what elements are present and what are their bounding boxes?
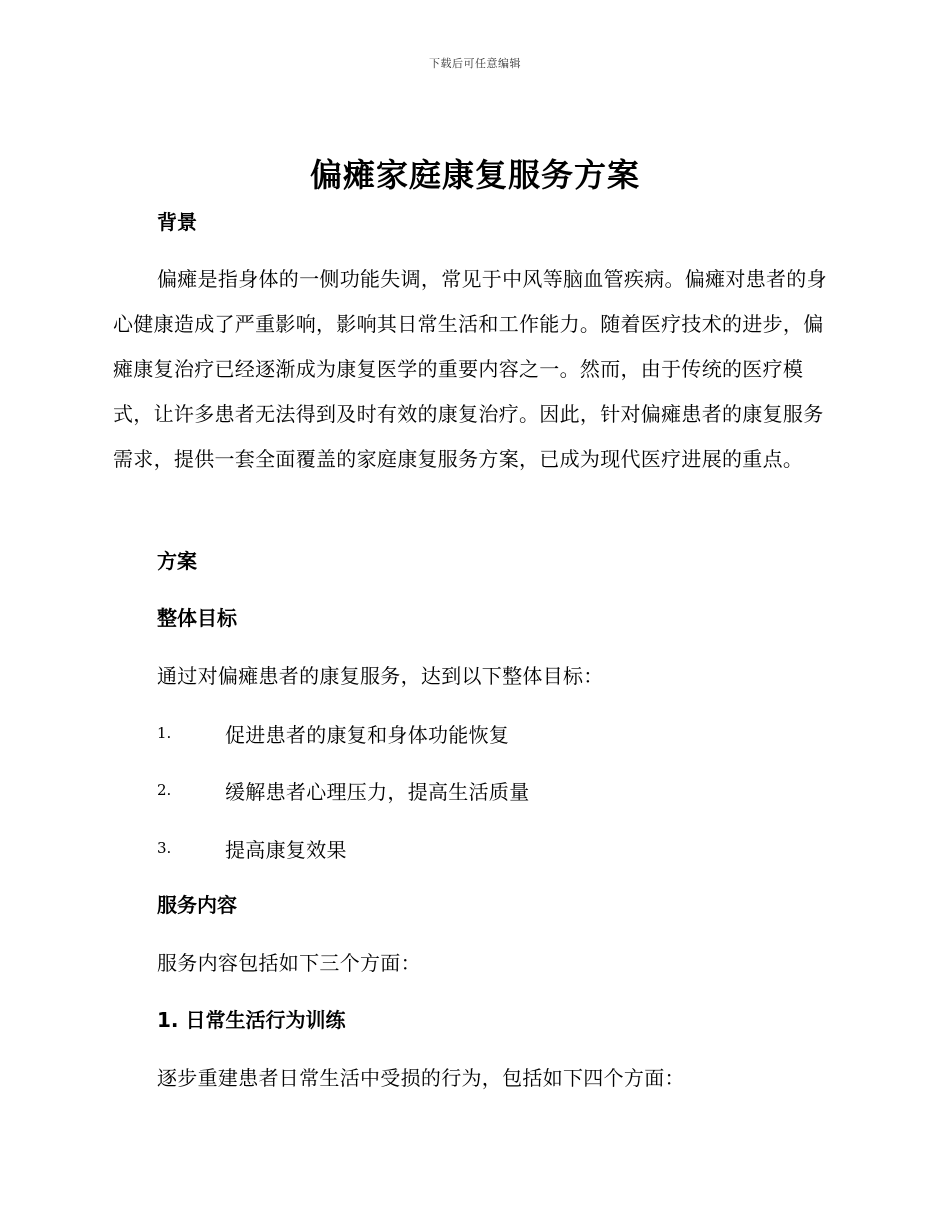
heading-daily-training: 1. 日常生活行为训练	[157, 1008, 346, 1032]
services-intro: 服务内容包括如下三个方面：	[157, 951, 421, 975]
list-item-text: 缓解患者心理压力，提高生活质量	[225, 779, 530, 804]
heading-goals: 整体目标	[157, 606, 237, 630]
header-note: 下载后可任意编辑	[429, 57, 521, 70]
document-title: 偏瘫家庭康复服务方案	[309, 156, 640, 194]
list-item	[157, 834, 837, 862]
list-item-text: 促进患者的康复和身体功能恢复	[225, 722, 510, 747]
list-item	[157, 719, 837, 747]
list-item-text: 提高康复效果	[225, 837, 347, 862]
list-item-number: 3.	[157, 839, 172, 857]
list-item	[157, 776, 837, 804]
daily-training-intro: 逐步重建患者日常生活中受损的行为，包括如下四个方面：	[157, 1066, 685, 1090]
paragraph-background: 偏瘫是指身体的一侧功能失调，常见于中风等脑血管疾病。偏瘫对患者的身心健康造成了严重影响，影响其日常生活和工作能力。随着医疗技术的进步，偏瘫康复治疗已经逐渐成为康复医学的重要内容之一。然而，由于传统的医疗模式，让许多患者无法得到及时有效的康复治疗。因此，针对偏瘫患者的康复服务需求，提供一套全面覆盖的家庭康复服务方案，已成为现代医疗进展的重点。	[113, 267, 827, 471]
heading-services: 服务内容	[157, 893, 237, 917]
list-item-number: 1.	[157, 724, 172, 742]
list-item-number: 2.	[157, 781, 172, 799]
heading-plan: 方案	[157, 549, 197, 573]
heading-background: 背景	[157, 210, 197, 234]
goals-intro: 通过对偏瘫患者的康复服务，达到以下整体目标：	[157, 664, 604, 688]
